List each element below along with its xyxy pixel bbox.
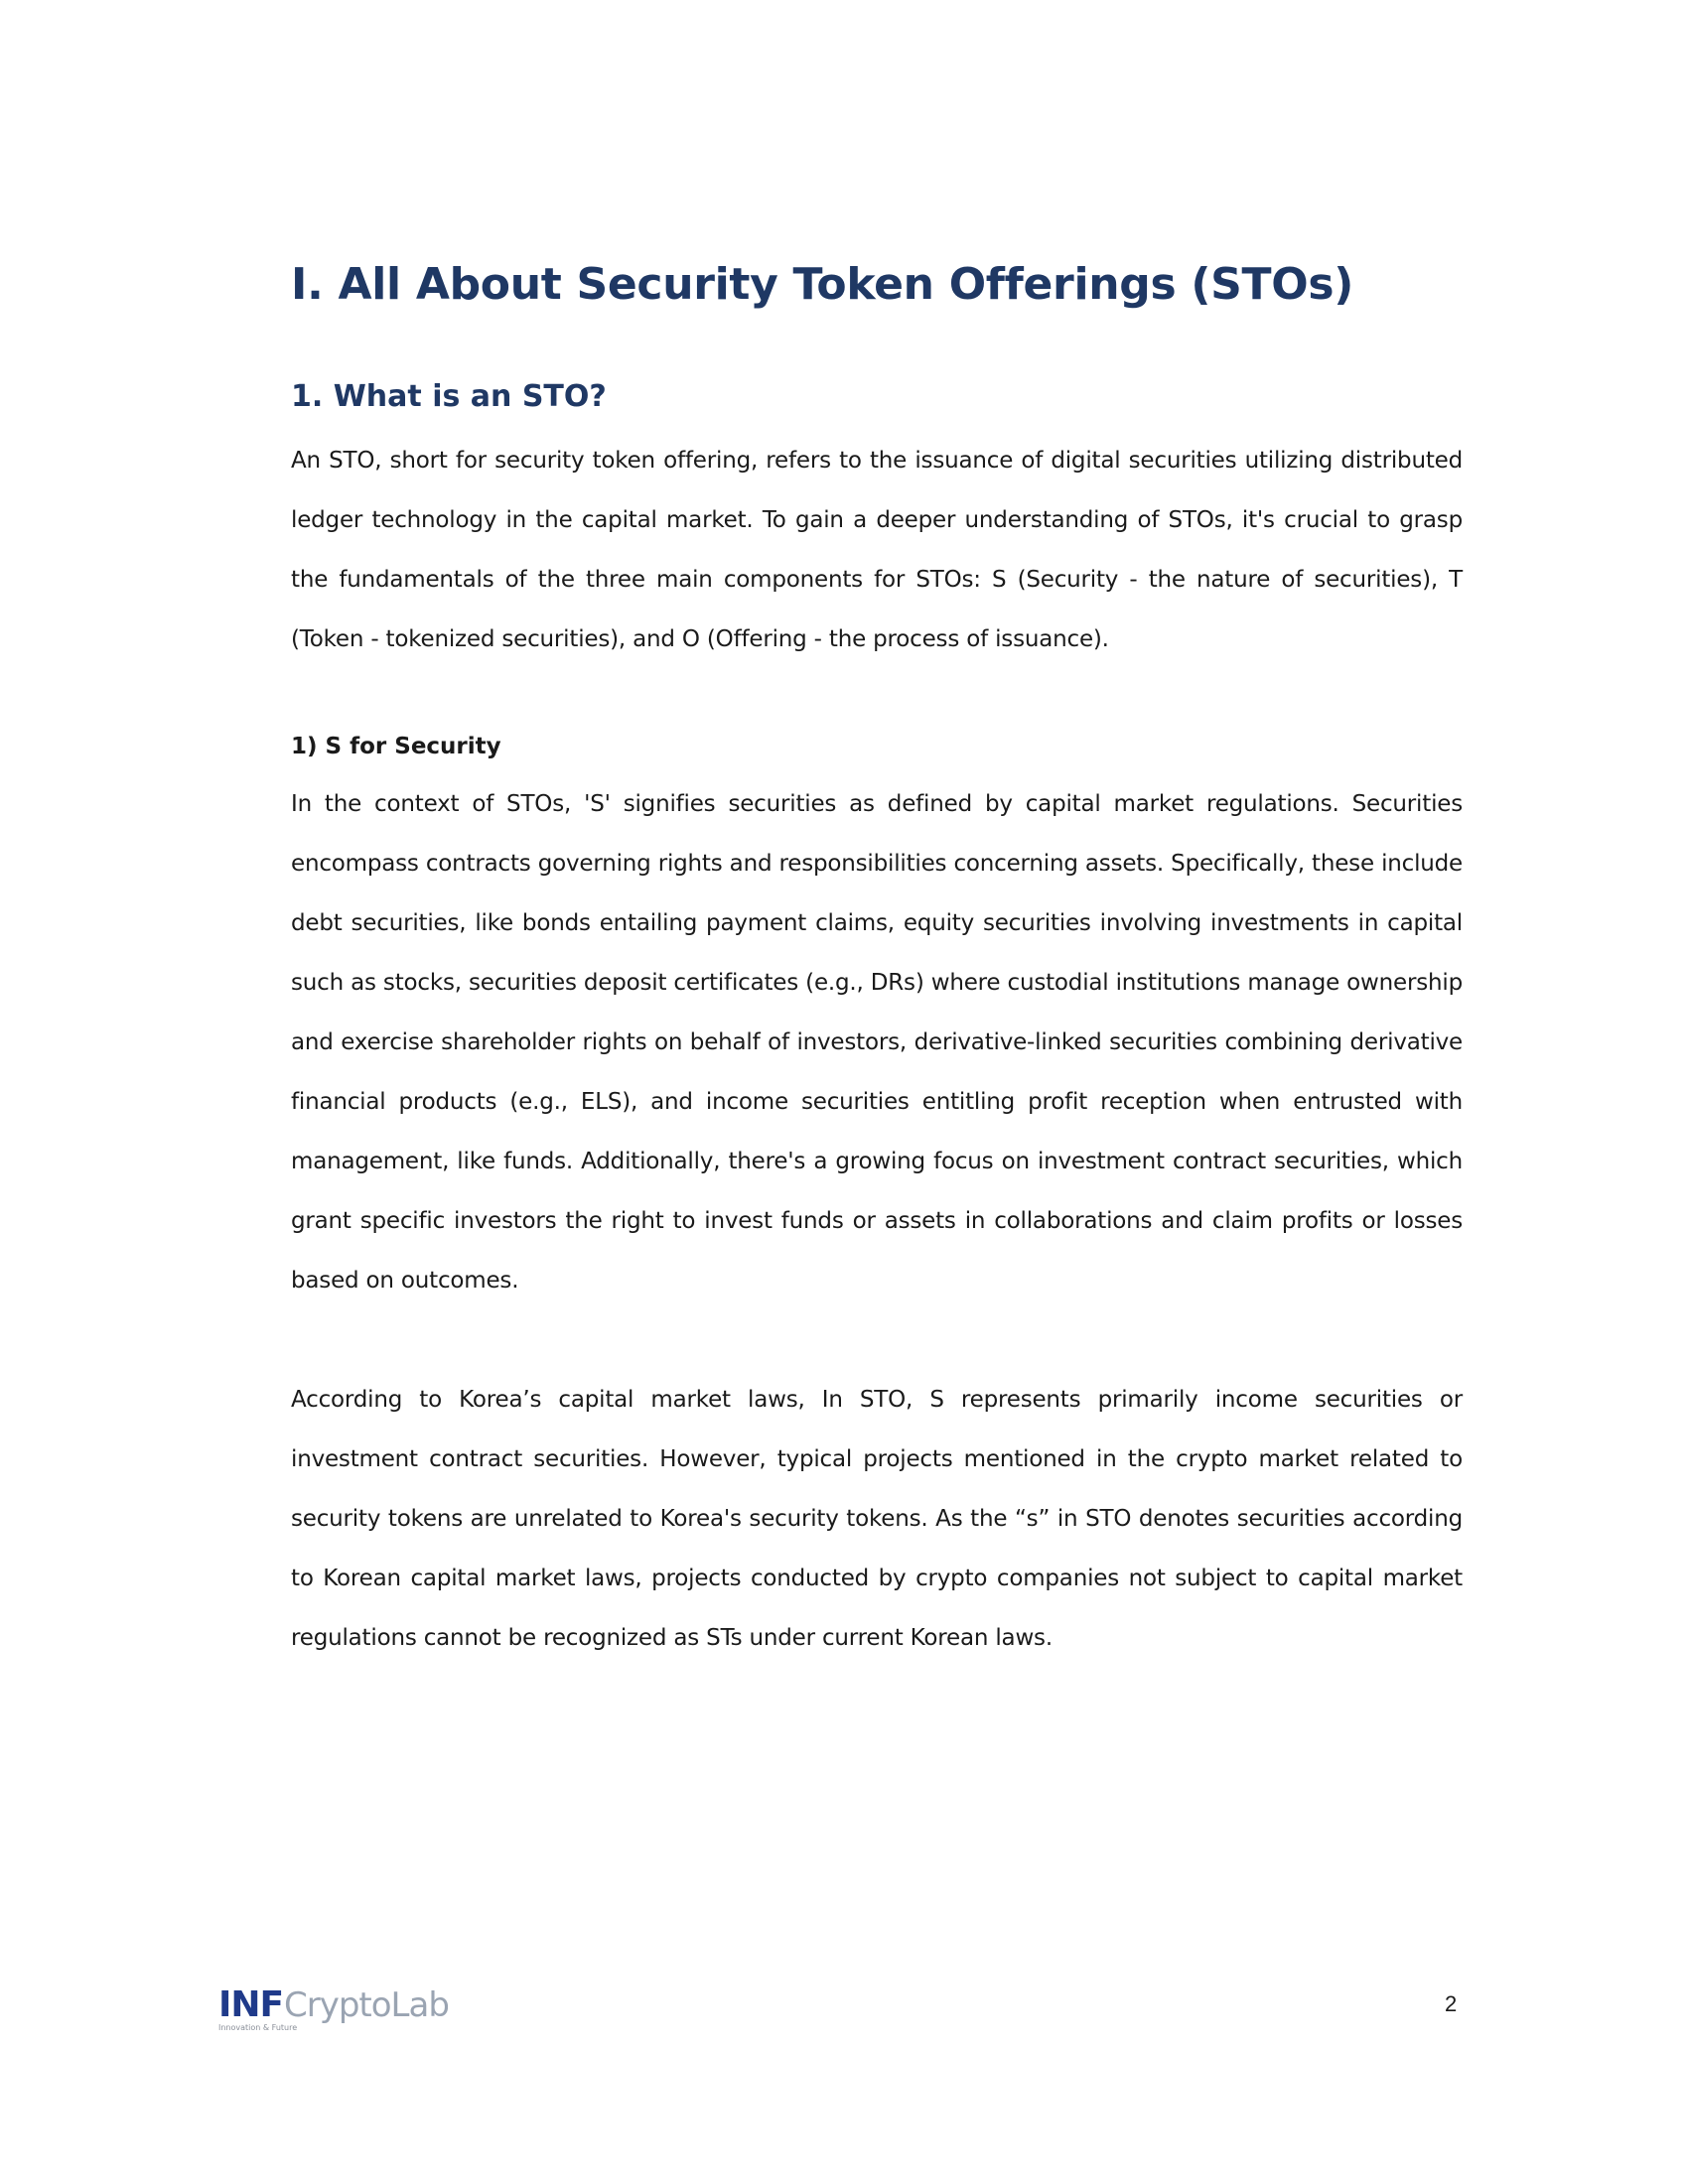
subsection-title: 1) S for Security — [291, 734, 501, 759]
page-content — [291, 250, 1463, 1668]
body-paragraph-2: According to Korea’s capital market laws, In STO, S represents primarily income securities or investment contract securities. However, typical projects mentioned in the crypto market related to security tokens are unrelated to Korea's security tokens. As the “s” in STO denotes securities according to Korean capital market laws, projects conducted by crypto companies not subject to capital market regulations cannot be recognized as STs under current Korean laws. — [291, 1387, 1463, 1651]
logo-tagline: Innovation & Future — [218, 2023, 298, 2032]
body-paragraph-1: In the context of STOs, 'S' signifies securities as defined by capital market regulations. Securities encompass contracts governing rights and responsibilities concerning assets. Specifically, these include debt securities, like bonds entailing payment claims, equity securities involving investments in capital such as stocks, securities deposit certificates (e.g., DRs) where custodial institutions manage ownership and exercise shareholder rights on behalf of investors, derivative-linked securities combining derivative financial products (e.g., ELS), and income securities entitling profit reception when entrusted with management, like funds. Additionally, there's a growing focus on investment contract securities, which grant specific investors the right to invest funds or assets in collaborations and claim profits or losses based on outcomes. — [291, 791, 1463, 1294]
main-title: I. All About Security Token Offerings (STOs) — [291, 259, 1354, 310]
logo-inf-text: INF — [218, 1984, 284, 2025]
section-title: 1. What is an STO? — [291, 379, 607, 414]
page-number: 2 — [1445, 1991, 1458, 2016]
logo-cryptolab-text: CryptoLab — [284, 1985, 449, 2025]
intro-paragraph: An STO, short for security token offering, refers to the issuance of digital securities utilizing distributed ledger technology in the capital market. To gain a deeper understanding of STOs, it's crucial to grasp the fundamentals of the three main components for STOs: S (Security - the nature of securities), T (Token - tokenized securities), and O (Offering - the process of issuance). — [291, 448, 1463, 652]
inf-cryptolab-logo — [218, 1985, 457, 2035]
